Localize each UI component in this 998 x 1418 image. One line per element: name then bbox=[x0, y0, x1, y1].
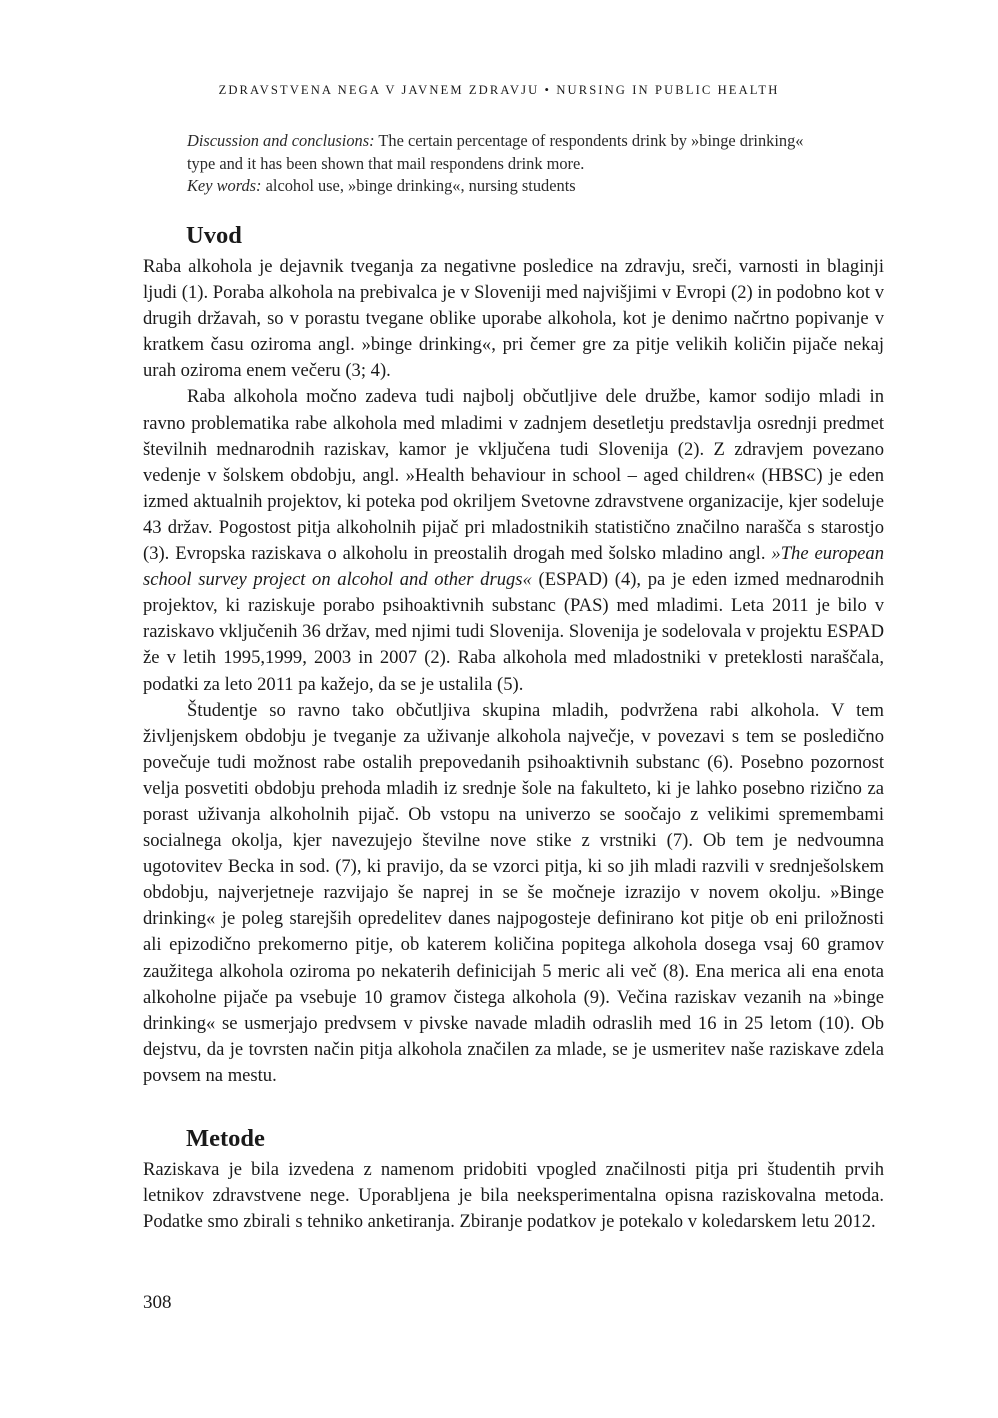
section-metode-body bbox=[143, 1157, 884, 1235]
uvod-p2-part-a: Raba alkohola močno zadeva tudi najbolj občutljive dele družbe, kamor sodijo mladi in ravno problematika rabe alkohola med mladimi v zadnjem desetletju predstavlja osrednji predmet številnih mednarodnih raziskav, kamor je vključena tudi Slovenija (2). Z zdravjem povezano vedenje v šolskem obdobju, angl. »Health behaviour in school – aged children« (HBSC) je eden izmed aktualnih projektov, ki poteka pod okriljem Svetovne zdravstvene organizacije, kjer sodeluje 43 držav. Pogostost pitja alkoholnih pijač pri mladostnikih statistično značilno narašča s starostjo (3). Evropska raziskava o alkoholu in preostalih drogah med šolsko mladino angl. bbox=[143, 386, 884, 565]
uvod-paragraph-2 bbox=[143, 384, 884, 697]
abstract-tail bbox=[187, 128, 867, 200]
running-head: ZDRAVSTVENA NEGA V JAVNEM ZDRAVJU • NURSING IN PUBLIC HEALTH bbox=[218, 83, 780, 97]
section-uvod-body bbox=[143, 254, 884, 1089]
heading-metode: Metode bbox=[186, 1125, 265, 1152]
keywords-label: Key words: bbox=[187, 176, 262, 195]
uvod-p2-espad-title: »The european school survey project on alcohol and other drugs« bbox=[143, 543, 885, 591]
uvod-paragraph-1: Raba alkohola je dejavnik tveganja za negativne posledice na zdravju, sreči, varnosti in blaginji ljudi (1). Poraba alkohola na prebivalca je v Sloveniji med najvišjimi v Evropi (2) in podobno kot v drugih državah, so v porastu tvegane oblike uporabe alkohola, kot je denimo načrtno popivanje v kratkem času oziroma angl. »binge drinking«, pri čemer gre za pitje velikih količin pijače nekaj urah oziroma enem večeru (3; 4). bbox=[143, 256, 884, 382]
uvod-paragraph-3: Študentje so ravno tako občutljiva skupina mladih, podvržena rabi alkohola. V tem življenjskem obdobju je tveganje za uživanje alkohola največje, v povezavi s tem se posledično povečuje tudi možnost rabe ostalih prepovedanih psihoaktivnih substanc (6). Posebno pozornost velja posvetiti obdobju prehoda mladih iz srednje šole na fakulteto, ki je lahko posebno rizično za porast uživanja alkoholnih pijač. Ob vstopu na univerzo se soočajo z velikimi spremembami socialnega okolja, kjer navezujejo številne nove stike z vrstniki (7). Ob tem je nedvoumna ugotovitev Becka in sod. (7), ki pravijo, da se vzorci pitja, ki so jih mladi razvili v srednješolskem obdobju, najverjetneje razvijajo še naprej in se še močneje izrazijo v novem okolju. »Binge drinking« je poleg starejših opredelitev danes najpogosteje definirano kot pitje ob eni priložnosti ali epizodično prekomerno pitje, ob katerem količina popitega alkohola dosega vsaj 60 gramov zaužitega alkohola oziroma po nekaterih definicijah 5 meric ali več (8). Ena merica ali ena enota alkoholne pijače pa vsebuje 10 gramov čistega alkohola (9). Večina raziskav vezanih na »binge drinking« se usmerjajo predvsem v pivske navade mladih odraslih med 16 in 25 letom (10). Ob dejstvu, da je tovrsten način pitja alkohola značilen za mlade, se je usmeritev naše raziskave zdela povsem na mestu. bbox=[143, 699, 884, 1086]
discussion-text-1: The certain percentage of respondents drink by »binge drinking« bbox=[378, 131, 804, 150]
discussion-text-2: type and it has been shown that mail respondens drink more. bbox=[187, 153, 585, 173]
discussion-label: Discussion and conclusions: bbox=[187, 131, 375, 150]
uvod-p2-part-b: (ESPAD) (4), pa je eden izmed mednarodnih projektov, ki raziskuje porabo psihoaktivnih substanc (PAS) med mladimi. Leta 2011 je bilo v raziskavo vključenih 36 držav, med njimi tudi Slovenija. Slovenija je sodelovala v projektu ESPAD že v letih 1995,1999, 2003 in 2007 (2). Raba alkohola med mladostniki v preteklosti naraščala, podatki za leto 2011 pa kažejo, da se je ustalila (5). bbox=[143, 569, 884, 695]
keywords bbox=[187, 173, 867, 200]
heading-uvod: Uvod bbox=[186, 222, 242, 249]
page-number: 308 bbox=[143, 1292, 172, 1313]
metode-paragraph-1: Raziskava je bila izvedena z namenom pridobiti vpogled značilnosti pitja pri študentih prvih letnikov zdravstvene nege. Uporabljena je bila neeksperimentalna opisna raziskovalna metoda. Podatke smo zbirali s tehniko anketiranja. Zbiranje podatkov je potekalo v koledarskem letu 2012. bbox=[143, 1159, 884, 1233]
keywords-text: alcohol use, »binge drinking«, nursing students bbox=[265, 176, 576, 195]
